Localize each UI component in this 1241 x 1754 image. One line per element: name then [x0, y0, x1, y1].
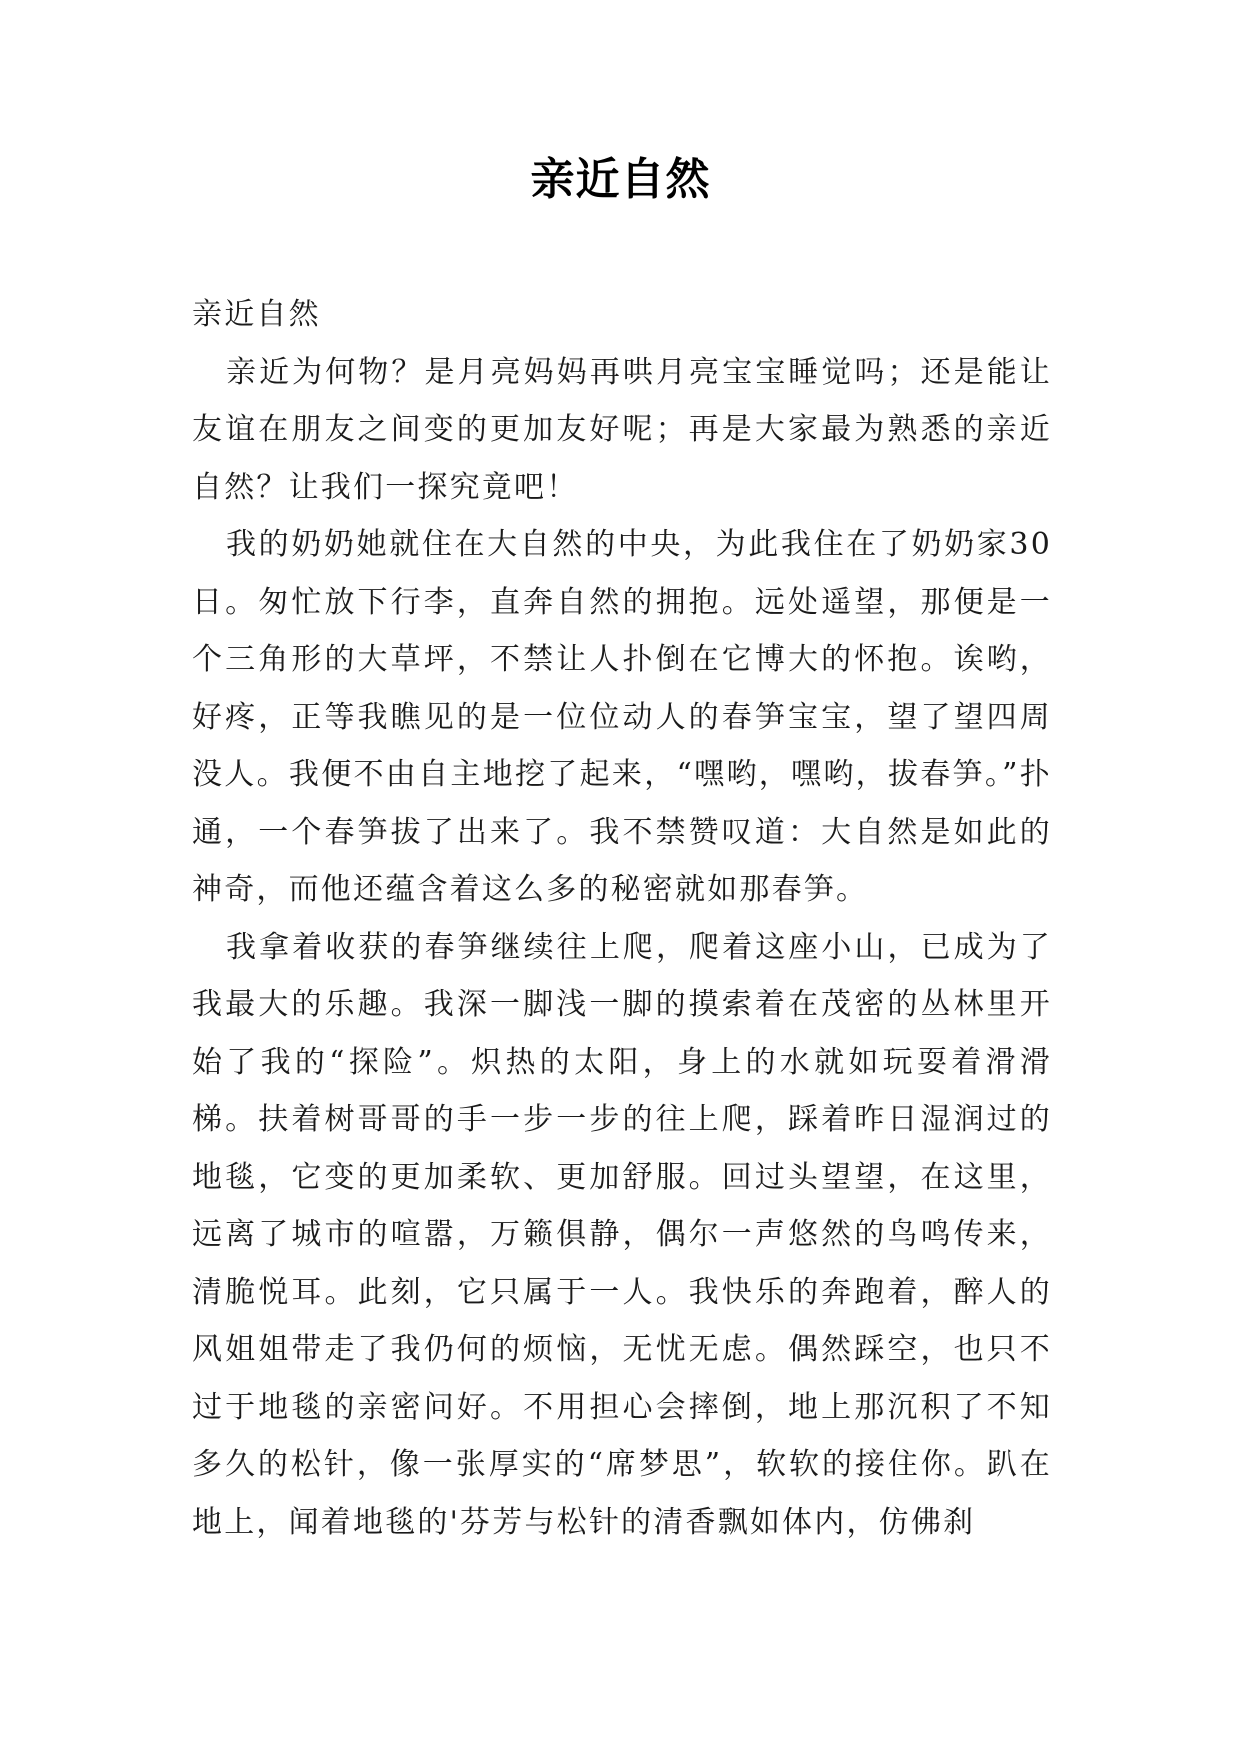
- document-title: 亲近自然: [530, 154, 711, 205]
- paragraph-2: 我的奶奶她就住在大自然的中央，为此我住在了奶奶家30日。匆忙放下行李，直奔自然的拥抱。远处遥望，那便是一个三角形的大草坪，不禁让人扑倒在它博大的怀抱。诶哟，好疼，正等我瞧见的是一位位动人的春笋宝宝，望了望四周没人。我便不由自主地挖了起来，“嘿哟，嘿哟，拔春笋。”扑通，一个春笋拔了出来了。我不禁赞叹道：大自然是如此的神奇，而他还蕴含着这么多的秘密就如那春笋。: [192, 527, 1052, 907]
- paragraph-1: 亲近为何物？是月亮妈妈再哄月亮宝宝睡觉吗；还是能让友谊在朋友之间变的更加友好呢；再是大家最为熟悉的亲近自然？让我们一探究竟吧！: [192, 354, 1052, 505]
- document-subtitle: 亲近自然: [192, 297, 321, 332]
- paragraph-3: 我拿着收获的春笋继续往上爬，爬着这座小山，已成为了我最大的乐趣。我深一脚浅一脚的摸索着在茂密的丛林里开始了我的“探险”。炽热的太阳，身上的水就如玩耍着滑滑梯。扶着树哥哥的手一步一步的往上爬，踩着昨日湿润过的地毯，它变的更加柔软、更加舒服。回过头望望，在这里，远离了城市的喧嚣，万籁俱静，偶尔一声悠然的鸟鸣传来，清脆悦耳。此刻，它只属于一人。我快乐的奔跑着，醉人的风姐姐带走了我仍何的烦恼，无忧无虑。偶然踩空，也只不过于地毯的亲密问好。不用担心会摔倒，地上那沉积了不知多久的松针，像一张厚实的“席梦思”，软软的接住你。趴在地上，闻着地毯的'芬芳与松针的清香飘如体内，仿佛刹: [192, 929, 1052, 1540]
- document-body: [192, 286, 1052, 1551]
